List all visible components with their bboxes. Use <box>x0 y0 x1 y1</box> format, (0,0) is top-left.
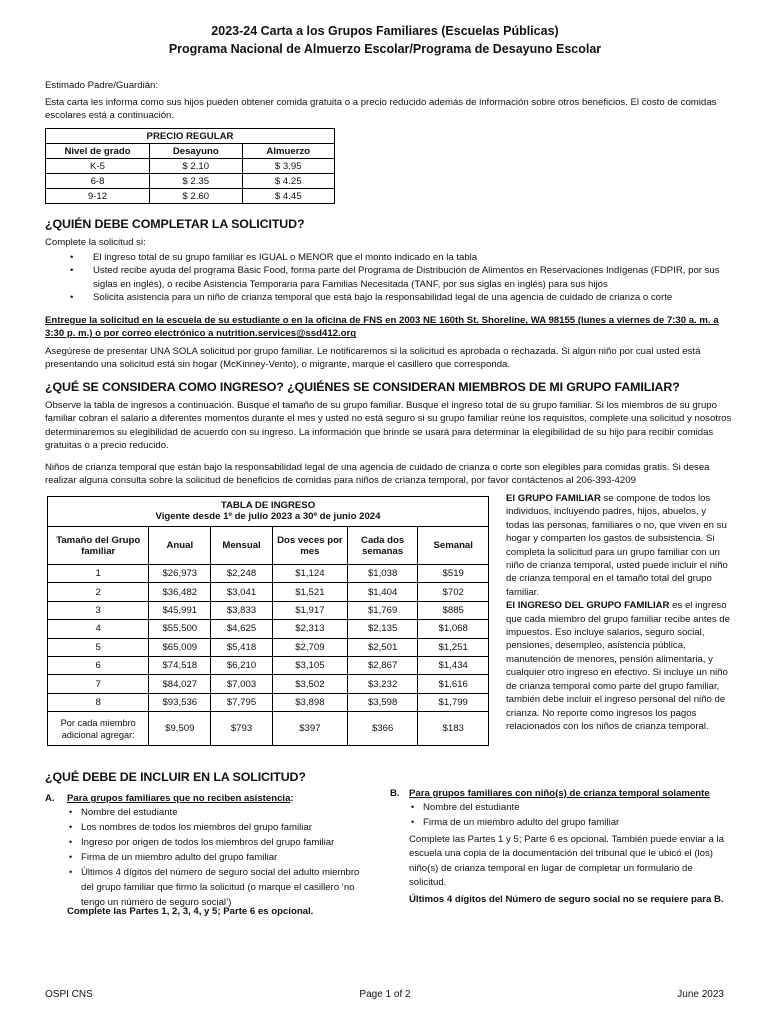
footer-left: OSPI CNS <box>45 989 93 1000</box>
income-table <box>47 496 489 746</box>
footer-date: June 2023 <box>677 989 724 1000</box>
household-income-text: es el ingreso que cada miembro del grupo familiar recibe antes de impuestos. Eso incluye salarios, seguro social, pensiones, desempleo, asistencia pública, manutención de menores, pensión alimentaria, y cualquier otro ingreso en efectivo. Si incluye un niño de crianza temporal como parte del grupo familiar, también debe incluir el ingreso personal del niño de crianza. No reporte como ingresos los pagos relacionados con los niños de crianza temporal. <box>506 600 730 732</box>
income-header-monthly: Mensual <box>211 527 273 565</box>
list-item: • El ingreso total de su grupo familiar es IGUAL o MENOR que el monto indicado en la tabla <box>48 251 738 264</box>
household-income-term: El INGRESO DEL GRUPO FAMILIAR <box>506 600 670 612</box>
table-row: 7 $84,027 $7,003 $3,502 $3,232 $1,616 <box>48 675 489 693</box>
income-table-title: TABLA DE INGRESO <box>48 497 489 512</box>
list-item: • Usted recibe ayuda del programa Basic Food, forma parte del Programa de Distribución de Alimentos en Reservaciones Indígenas (FDPIR, por sus siglas en inglés), o recibe Asistencia Temporaria para Familias Necesitada (TANF, por sus siglas en inglés) para sus hijos <box>48 264 738 291</box>
household-text: se compone de todos los individuos, incluyendo padres, hijos, abuelos, y todas las personas, familiares o no, que viven en su hogar y comparten los gastos de subsistencia. Si completa la solicitud para un grupo familiar con un niño de crianza temporal, usted puede incluir el niño de crianza temporal en el tamaño total del grupo familiar. <box>506 493 728 598</box>
list-item: • Firma de un miembro adulto del grupo familiar <box>409 815 729 830</box>
income-header-annual: Anual <box>149 527 211 565</box>
price-table-caption: PRECIO REGULAR <box>46 129 335 144</box>
table-row-additional: Por cada miembro adicional agregar: $9,509 $793 $397 $366 $183 <box>48 712 489 746</box>
table-row: 3 $45,991 $3,833 $1,917 $1,769 $885 <box>48 601 489 619</box>
price-header-lunch: Almuerzo <box>242 144 335 159</box>
section-heading-include: ¿QUÉ DEBE DE INCLUIR EN LA SOLICITUD? <box>45 770 306 784</box>
part-b-letter: B. <box>390 788 400 799</box>
list-item: • Nombre del estudiante <box>409 800 729 815</box>
price-table <box>45 128 335 204</box>
part-b-note: Últimos 4 dígitos del Número de seguro social no se requiere para B. <box>409 894 724 905</box>
part-b-title: Para grupos familiares con niño(s) de crianza temporal solamente <box>409 788 710 799</box>
part-b-text: Complete las Partes 1 y 5; Parte 6 es opcional. También puede enviar a la escuela una copia de la documentación del tribunal que le ubicó el (los) niño(s) de crianza temporal en lugar de completar un formulario de solicitud. <box>409 834 725 888</box>
part-a-title: Para grupos familiares que no reciben asistencia: <box>67 793 294 804</box>
income-header-twice-monthly: Dos veces por mes <box>272 527 347 565</box>
document-title-line1: 2023-24 Carta a los Grupos Familiares (Escuelas Públicas) <box>211 24 559 38</box>
table-row: 2 $36,482 $3,041 $1,521 $1,404 $702 <box>48 583 489 601</box>
one-application-note: Asegúrese de presentar UNA SOLA solicitud por grupo familiar. Le notificaremos si la solicitud es aprobada o rechazada. Si algún niño por cual usted está presentando una solicitud está sin hogar (McKinney-Vento), o migrante, marque el casillero que corresponda. <box>45 346 701 371</box>
salutation: Estimado Padre/Guardián: <box>45 80 159 91</box>
household-term: El GRUPO FAMILIAR <box>506 493 601 504</box>
intro-text: Esta carta les informa como sus hijos pueden obtener comida gratuita o a precio reducido además de información sobre otros beneficios. El costo de comidas escolares está a continuación. <box>45 97 717 122</box>
section-heading-income: ¿QUÉ SE CONSIDERA COMO INGRESO? ¿QUIÉNES SE CONSIDERAN MIEMBROS DE MI GRUPO FAMILIAR? <box>45 380 680 394</box>
list-item: • Firma de un miembro adulto del grupo familiar <box>67 850 372 865</box>
table-row: 8 $93,536 $7,795 $3,898 $3,598 $1,799 <box>48 693 489 711</box>
income-paragraph-2: Niños de crianza temporal que están bajo la responsabilidad legal de una agencia de cuidado de crianza o corte son elegibles para comidas gratis. Si desea realizar alguna consulta sobre la solicitud de beneficios de comidas para niños de crianza temporal, por favor contáctenos al 206-393-4209 <box>45 462 710 487</box>
income-paragraph-1: Observe la tabla de ingresos a continuación. Busque el tamaño de su grupo familiar. Busque el ingreso total de su grupo familiar. Si los miembros de su grupo familiar cobran el salario a diferentes momentos durante el mes y usted no está seguro si su grupo familiar reúne los requisitos, complete una solicitud y nosotros determinaremos su elegibilidad de acuerdo con su ingreso. La información que brinde se usará para determinar la elegibilidad de su hijo para recibir comidas gratuitas o a precio reducido. <box>45 400 732 452</box>
delivery-instructions: Entregue la solicitud en la escuela de su estudiante o en la oficina de FNS en 2003 NE 160th St. Shoreline, WA 98155 (lunes a viernes de 7:30 a. m. a 3:30 p. m.) o por correo electrónico a nutrition.services@ssd412.org <box>45 315 719 340</box>
footer-page-number: Page 1 of 2 <box>359 989 411 1000</box>
table-row: 6 $74,518 $6,210 $3,105 $2,867 $1,434 <box>48 656 489 674</box>
document-title-line2: Programa Nacional de Almuerzo Escolar/Programa de Desayuno Escolar <box>168 42 602 56</box>
part-a-letter: A. <box>45 793 55 804</box>
price-header-breakfast: Desayuno <box>150 144 242 159</box>
who-lead: Complete la solicitud si: <box>45 237 146 248</box>
household-definition <box>506 492 732 733</box>
list-item: • Nombre del estudiante <box>67 805 372 820</box>
table-row: 6-8 $ 2.35 $ 4.25 <box>46 174 335 189</box>
who-bullet-list <box>48 251 738 305</box>
income-header-weekly: Semanal <box>418 527 489 565</box>
part-b-list <box>409 800 729 830</box>
part-a-list <box>67 805 372 910</box>
list-item: • Los nombres de todos los miembros del grupo familiar <box>67 820 372 835</box>
table-row: 1 $26,973 $2,248 $1,124 $1,038 $519 <box>48 565 489 583</box>
list-item: • Últimos 4 dígitos del número de seguro social del adulto miembro del grupo familiar que firmo la solicitud (o marque el casillero ‘no tengo un número de seguro social’) <box>67 865 372 910</box>
price-header-grade: Nivel de grado <box>46 144 150 159</box>
table-row: 9-12 $ 2.60 $ 4.45 <box>46 189 335 204</box>
section-heading-who: ¿QUIÉN DEBE COMPLETAR LA SOLICITUD? <box>45 217 305 231</box>
income-header-biweekly: Cada dos semanas <box>347 527 418 565</box>
table-row: 5 $65,009 $5,418 $2,709 $2,501 $1,251 <box>48 638 489 656</box>
income-table-subtitle: Vigente desde 1º de julio 2023 a 30º de junio 2024 <box>48 511 489 527</box>
list-item: • Ingreso por origen de todos los miembros del grupo familiar <box>67 835 372 850</box>
part-a-complete: Complete las Partes 1, 2, 3, 4, y 5; Parte 6 es opcional. <box>67 906 314 917</box>
table-row: 4 $55,500 $4,625 $2,313 $2,135 $1,068 <box>48 620 489 638</box>
income-header-size: Tamaño del Grupo familiar <box>48 527 149 565</box>
list-item: • Solicita asistencia para un niño de crianza temporal que está bajo la responsabilidad legal de una agencia de cuidado de crianza o corte <box>48 291 738 304</box>
table-row: K-5 $ 2.10 $ 3.95 <box>46 159 335 174</box>
